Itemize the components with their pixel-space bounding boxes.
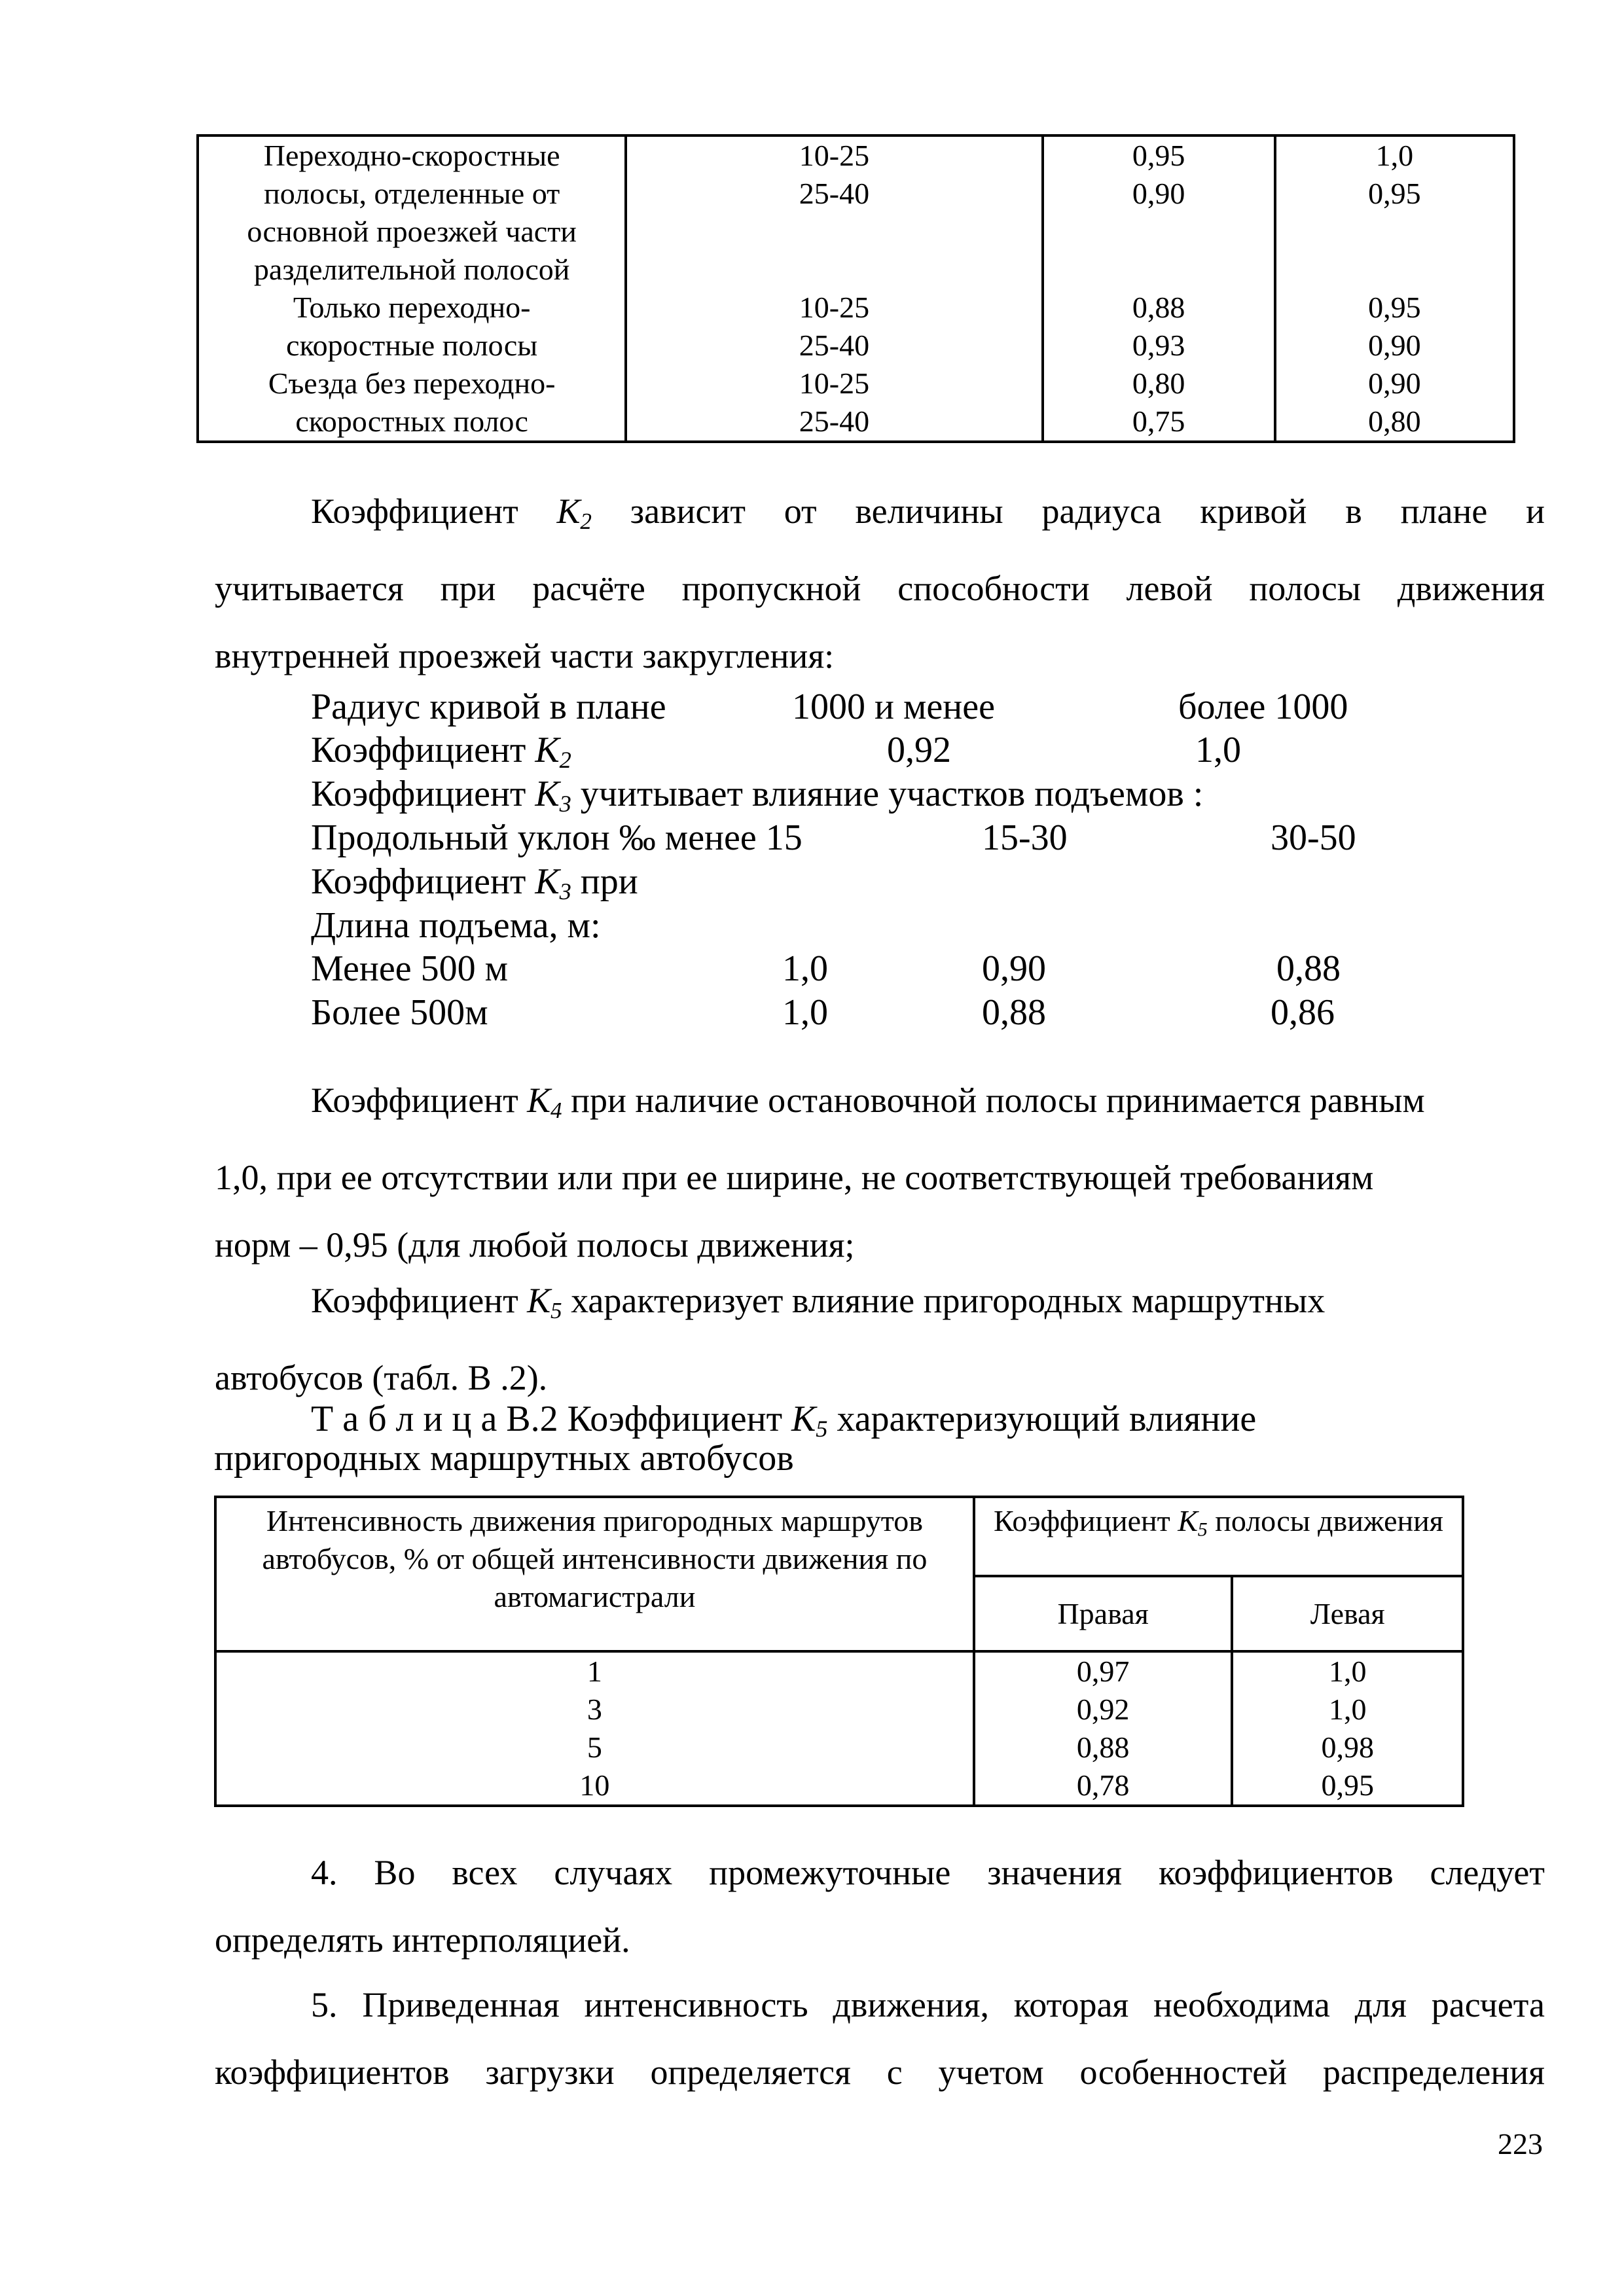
more-label: Более 500м <box>311 992 488 1033</box>
table-cell: скоростные полосы <box>198 327 626 365</box>
table-row <box>198 175 1514 213</box>
table-cell: 0,95 <box>1043 135 1275 175</box>
table-row <box>215 1691 1463 1729</box>
table-cell: 0,75 <box>1043 403 1275 442</box>
table-caption-line-2: пригородных маршрутных автобусов <box>214 1438 794 1479</box>
header-left-lane: Левая <box>1232 1576 1463 1651</box>
table-cell: 0,88 <box>974 1729 1233 1767</box>
paragraph-5 <box>215 1971 1545 2106</box>
table-cell: Съезда без переходно- <box>198 365 626 403</box>
more-value-1: 1,0 <box>782 992 828 1033</box>
table-row <box>198 327 1514 365</box>
table-cell: 0,90 <box>1043 175 1275 213</box>
table-b2 <box>214 1496 1464 1807</box>
more-value-3: 0,86 <box>1271 992 1335 1033</box>
table-cell: 3 <box>215 1691 974 1729</box>
table-cell: 0,78 <box>974 1767 1233 1806</box>
k3-at-label: Коэффициент $К_3$ при <box>311 861 638 905</box>
table-cell: 0,97 <box>974 1651 1233 1691</box>
paragraph-k4 <box>215 1067 1545 1279</box>
table-cell: 5 <box>215 1729 974 1767</box>
paragraph-line: 1,0, при ее отсутствии или при ее ширине, не соответствующей требованиям <box>215 1157 1374 1197</box>
table-cell: Только переходно- <box>198 289 626 327</box>
paragraph-k2 <box>215 478 1545 690</box>
less-value-3: 0,88 <box>1276 948 1341 989</box>
paragraph-line: 5. Приведенная интенсивность движения, которая необходима для расчета <box>311 1985 1545 2024</box>
table-row <box>198 289 1514 327</box>
table-cell <box>1275 251 1514 289</box>
table-row <box>215 1767 1463 1806</box>
table-row <box>215 1651 1463 1691</box>
k2-label: Коэффициент $К_2$ <box>311 730 571 774</box>
paragraph-line: 4. Во всех случаях промежуточные значения коэффициентов следует <box>311 1853 1545 1892</box>
paragraph-line: внутренней проезжей части закругления: <box>215 636 835 675</box>
paragraph-line: Коэффициент $К_5$ характеризует влияние пригородных маршрутных <box>311 1281 1326 1323</box>
table-row <box>198 213 1514 251</box>
less-value-1: 1,0 <box>782 948 828 989</box>
radius-label: Радиус кривой в плане <box>311 687 666 727</box>
paragraph-line: коэффициентов загрузки определяется с учетом особенностей распределения <box>215 2053 1545 2092</box>
table-row <box>215 1729 1463 1767</box>
more-value-2: 0,88 <box>982 992 1046 1033</box>
table-cell: 10-25 <box>626 135 1042 175</box>
paragraph-line: учитывается при расчёте пропускной способности левой полосы движения <box>215 568 1545 608</box>
slope-value-3: 30-50 <box>1271 817 1356 858</box>
table-cell <box>1043 213 1275 251</box>
radius-value-2: более 1000 <box>1178 687 1348 727</box>
less-value-2: 0,90 <box>982 948 1046 989</box>
table-cell: 0,80 <box>1043 365 1275 403</box>
slope-value-2: 15-30 <box>982 817 1068 858</box>
table-cell: 10 <box>215 1767 974 1806</box>
table-cell: 0,90 <box>1275 365 1514 403</box>
continuation-table <box>196 134 1515 443</box>
k3-intro: Коэффициент $К_3$ учитывает влияние участков подъемов : <box>311 774 1204 817</box>
table-cell: 25-40 <box>626 327 1042 365</box>
table-cell: 1,0 <box>1275 135 1514 175</box>
table-cell: 25-40 <box>626 403 1042 442</box>
header-k5: Коэффициент $К_5$ полосы движения <box>974 1497 1463 1576</box>
table-row <box>198 365 1514 403</box>
table-cell <box>626 251 1042 289</box>
paragraph-line: определять интерполяцией. <box>215 1920 630 1960</box>
table-cell: Переходно-скоростные <box>198 135 626 175</box>
table-cell: 0,98 <box>1232 1729 1463 1767</box>
table-row <box>198 403 1514 442</box>
k2-value-1: 0,92 <box>887 730 951 770</box>
less-label: Менее 500 м <box>311 948 509 989</box>
table-cell <box>1275 213 1514 251</box>
table-cell: 0,80 <box>1275 403 1514 442</box>
radius-value-1: 1000 и менее <box>792 687 995 727</box>
k2-value-2: 1,0 <box>1195 730 1241 770</box>
paragraph-line: Коэффициент $К_2$ зависит от величины радиуса кривой в плане и <box>311 492 1545 534</box>
table-cell: 1,0 <box>1232 1651 1463 1691</box>
table-cell: разделительной полосой <box>198 251 626 289</box>
table-caption: Т а б л и ц а В.2 Коэффициент $К_5$ характеризующий влияние <box>311 1399 1257 1443</box>
slope-label: Продольный уклон ‰ менее 15 <box>311 817 803 858</box>
table-cell: 25-40 <box>626 175 1042 213</box>
page-number: 223 <box>1498 2127 1543 2161</box>
paragraph-line: норм – 0,95 (для любой полосы движения; <box>215 1225 855 1265</box>
table-cell: 0,90 <box>1275 327 1514 365</box>
table-cell <box>626 213 1042 251</box>
table-cell: 1 <box>215 1651 974 1691</box>
table-cell: 10-25 <box>626 365 1042 403</box>
table-cell: 0,95 <box>1275 289 1514 327</box>
paragraph-k5 <box>215 1267 1545 1412</box>
paragraph-line: Коэффициент $К_4$ при наличие остановочной полосы принимается равным <box>311 1081 1425 1123</box>
table-cell: 10-25 <box>626 289 1042 327</box>
table-cell: 1,0 <box>1232 1691 1463 1729</box>
table-cell: полосы, отделенные от <box>198 175 626 213</box>
length-label: Длина подъема, м: <box>311 905 601 946</box>
table-cell: 0,88 <box>1043 289 1275 327</box>
table-cell: 0,95 <box>1275 175 1514 213</box>
table-cell: 0,93 <box>1043 327 1275 365</box>
table-cell <box>1043 251 1275 289</box>
table-row <box>198 251 1514 289</box>
table-cell: основной проезжей части <box>198 213 626 251</box>
table-cell: 0,95 <box>1232 1767 1463 1806</box>
table-cell: 0,92 <box>974 1691 1233 1729</box>
table-cell: скоростных полос <box>198 403 626 442</box>
header-intensity: Интенсивность движения пригородных маршрутов автобусов, % от общей интенсивности движения по автомагистрали <box>215 1497 974 1651</box>
paragraph-line: автобусов (табл. В .2). <box>215 1357 548 1397</box>
table-row <box>198 135 1514 175</box>
header-right-lane: Правая <box>974 1576 1233 1651</box>
paragraph-4 <box>215 1839 1545 1974</box>
